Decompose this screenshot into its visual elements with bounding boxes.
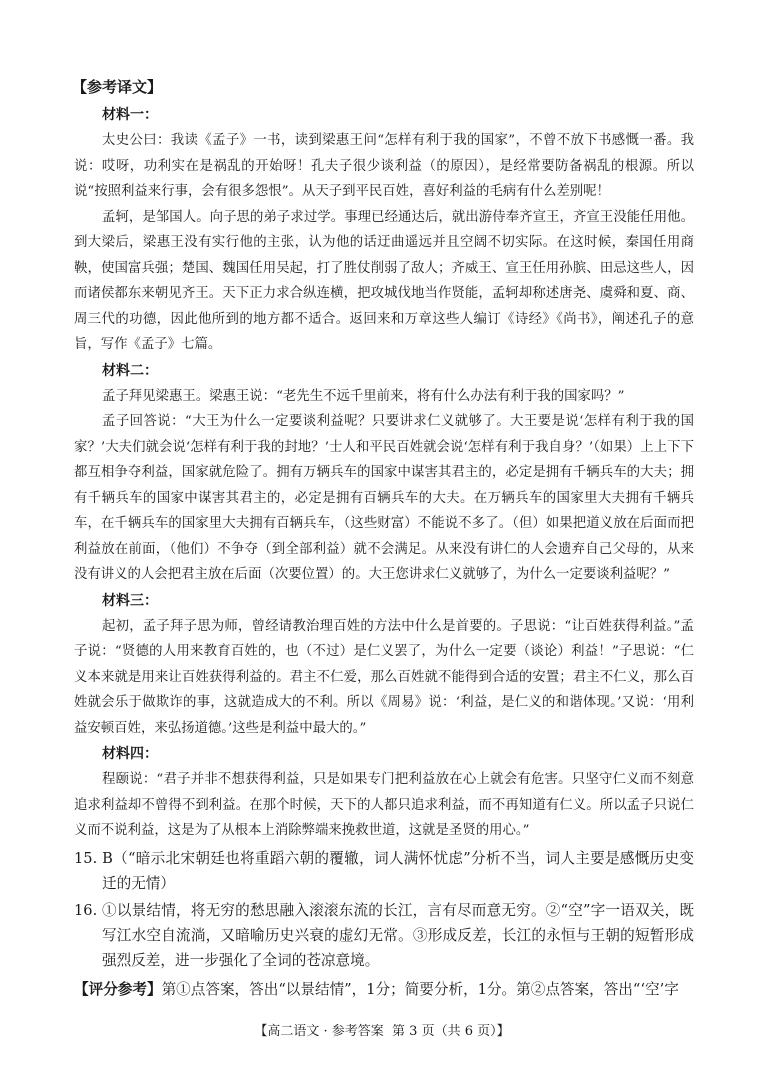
scoring-label: 【评分参考】 (74, 980, 162, 998)
material-4 (74, 743, 694, 844)
material-title: 材料二： (102, 362, 158, 379)
material-title: 材料一： (102, 107, 158, 123)
material-paragraph: 孟轲，是邹国人。向子思的弟子求过学。事理已经通达后，就出游侍奉齐宣王，齐宣王没能任用他。到大梁后，梁惠王没有实行他的主张，认为他的话迂曲遥远并且空阔不切实际。在这时候，秦国任用商鞅，使国富兵强；楚国、魏国任用吴起，打了胜仗削弱了敌人；齐威王、宣王任用孙膑、田忌这些人，因而诸侯都东来朝见齐王。天下正力求合纵连横，把攻城伐地当作贤能，孟轲却称述唐尧、虞舜和夏、商、周三代的功德，因此他所到的地方都不适合。返回来和万章这些人编订《诗经》《尚书》，阐述孔子的意旨，写作《孟子》七篇。 (74, 209, 694, 352)
translation-heading: 【参考译文】 (72, 78, 163, 96)
material-title: 材料四： (102, 746, 158, 762)
material-title: 材料三： (102, 592, 158, 609)
footer-page-number: 第 3 页（共 6 页）】 (392, 1024, 510, 1039)
material-paragraph: 起初，孟子拜子思为师，曾经请教治理百姓的方法中什么是首要的。子思说：“让百姓获得利益。”孟子说：“贤德的人用来教育百姓的，也（不过）是仁义罢了，为什么一定要（谈论）利益！”子思说：“仁义本来就是用来让百姓获得利益的。君主不仁爱，那么百姓就不能得到合适的安置；君主不仁义，那么百姓就会乐于做欺诈的事，这就造成大的不利。所以《周易》说：‘利益，是仁义的和谐体现。’又说：‘用利益安顿百姓，来弘扬道德。’这些是利益中最大的。” (74, 618, 694, 736)
material-1 (74, 104, 694, 358)
answer-15: 15. B（“暗示北宋朝廷也将重蹈六朝的覆辙，词人满怀忧虑”分析不当，词人主要是感慨历史变迁的无情） (74, 849, 694, 892)
scoring-reference (74, 977, 694, 1002)
material-paragraph: 孟子回答说：“大王为什么一定要谈利益呢？只要讲求仁义就够了。大王要是说‘怎样有利于我的国家？’大夫们就会说‘怎样有利于我的封地？’士人和平民百姓就会说‘怎样有利于我自身？’（如果）上上下下都互相争夺利益，国家就危险了。拥有万辆兵车的国家中谋害其君主的，必定是拥有千辆兵车的大夫；拥有千辆兵车的国家中谋害其君主的，必定是拥有百辆兵车的大夫。在万辆兵车的国家里大夫拥有千辆兵车，在千辆兵车的国家里大夫拥有百辆兵车，（这些财富）不能说不多了。（但）如果把道义放在后面而把利益放在前面，（他们）不争夺（到全部利益）就不会满足。从来没有讲仁的人会遗弃自己父母的，从来没有讲义的人会把君主放在后面（次要位置）的。大王您讲求仁义就够了，为什么一定要谈利益呢？” (74, 414, 694, 582)
material-paragraph: 太史公曰：我读《孟子》一书，读到梁惠王问“怎样有利于我的国家”，不曾不放下书感慨一番。我说：哎呀，功利实在是祸乱的开始呀！孔夫子很少谈利益（的原因），是经常要防备祸乱的根源。所以说“按照利益来行事，会有很多怨恨”。从天子到平民百姓，喜好利益的毛病有什么差别呢！ (74, 133, 694, 199)
page-content (74, 76, 694, 1002)
footer-subject: 【高二语文 · 参考答案 (254, 1024, 384, 1039)
page-footer (0, 1020, 764, 1039)
material-paragraph: 程颐说：“君子并非不想获得利益，只是如果专门把利益放在心上就会有危害。只坚守仁义而不刻意追求利益却不曾得不到利益。在那个时候，天下的人都只追求利益，而不再知道有仁义。所以孟子只说仁义而不说利益，这是为了从根本上消除弊端来挽救世道，这就是圣贤的用心。” (74, 772, 694, 838)
material-3 (74, 590, 694, 742)
scoring-text: 第①点答案，答出“以景结情”，1分；简要分析，1分。第②点答案，答出“‘空’字 (161, 980, 679, 998)
answer-16: 16. ①以景结情，将无穷的愁思融入滚滚东流的长江，言有尽而意无穷。②“空”字一语双关，既写江水空自流淌，又暗喻历史兴衰的虚幻无常。③形成反差，长江的永恒与王朝的短暂形成强烈反差，进一步强化了全词的苍凉意境。 (74, 901, 694, 969)
material-paragraph: 孟子拜见梁惠王。梁惠王说：“老先生不远千里前来，将有什么办法有利于我的国家吗？” (102, 388, 625, 404)
material-2 (74, 360, 694, 588)
